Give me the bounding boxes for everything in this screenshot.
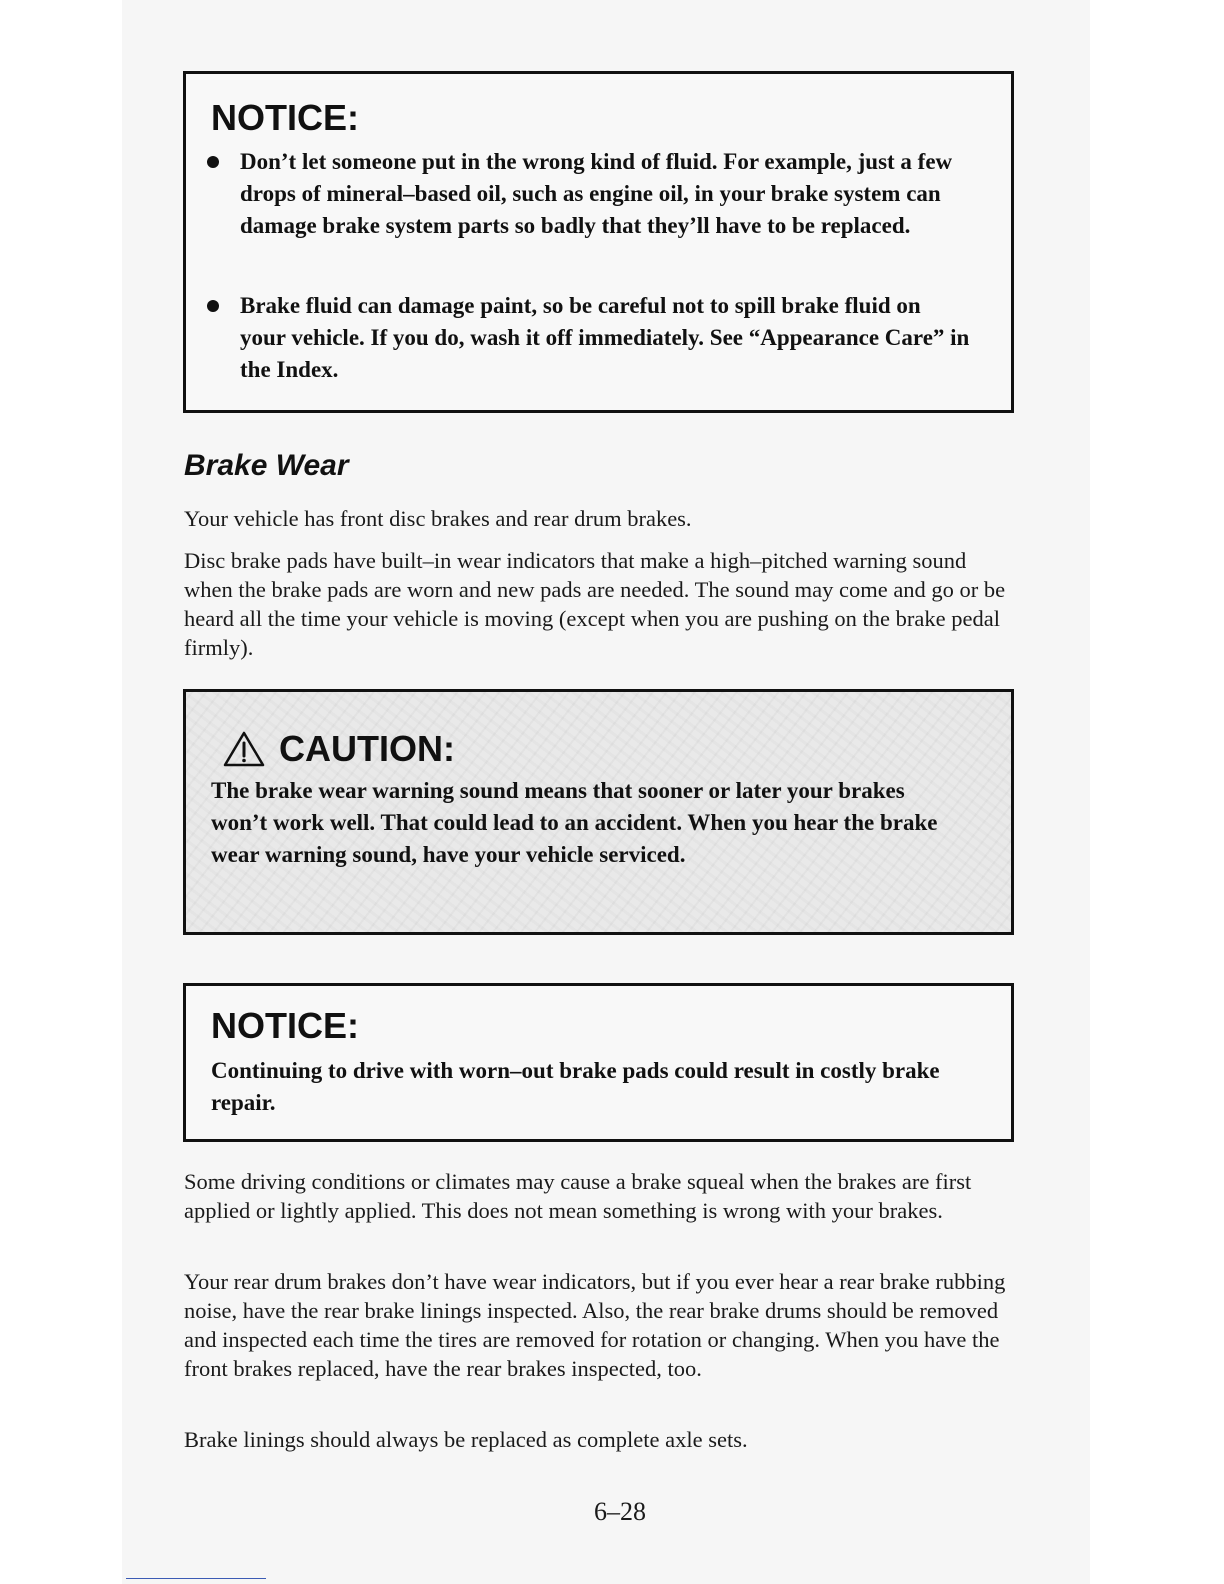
page-number: 6–28 [594, 1497, 646, 1526]
warning-triangle-icon [223, 731, 265, 767]
notice-bullet-paint-damage [240, 290, 970, 386]
page-edge-line [126, 1578, 266, 1579]
caution-heading: CAUTION: [279, 728, 455, 769]
paragraph-linings: Brake linings should always be replaced as complete axle sets. [184, 1427, 748, 1452]
paragraph-rear-drum: Your rear drum brakes don’t have wear indicators, but if you ever hear a rear brake rubbing noise, have the rear brake linings inspected. Also, the rear brake drums should be removed and inspected each time the tires are removed for rotation or changing. When you have the front brakes replaced, have the rear brakes inspected, too. [184, 1269, 1006, 1381]
notice-bullet-text: Brake fluid can damage paint, so be careful not to spill brake fluid on your vehicle. If you do, wash it off immediately. See “Appearance Care” in the Index. [240, 293, 970, 382]
notice-bullet-wrong-fluid [240, 146, 970, 242]
notice-box-worn-pads [183, 983, 1014, 1142]
notice-text: Continuing to drive with worn–out brake pads could result in costly brake repair. [211, 1058, 940, 1115]
notice-heading: NOTICE: [211, 1005, 359, 1046]
caution-box [183, 689, 1014, 935]
notice-heading: NOTICE: [211, 97, 359, 138]
bullet-icon [207, 300, 219, 312]
paragraph-disc-pads: Disc brake pads have built–in wear indicators that make a high–pitched warning sound when the brake pads are worn and new pads are needed. The sound may come and go or be heard all the time your vehicle is moving (except when you are pushing on the brake pedal firmly). [184, 548, 1006, 660]
section-title: Brake Wear [184, 449, 349, 482]
paragraph-intro: Your vehicle has front disc brakes and rear drum brakes. [184, 506, 692, 531]
bullet-icon [207, 156, 219, 168]
caution-text: The brake wear warning sound means that sooner or later your brakes won’t work well. That could lead to an accident. When you hear the brake wear warning sound, have your vehicle serviced. [211, 778, 938, 867]
notice-bullet-text: Don’t let someone put in the wrong kind of fluid. For example, just a few drops of mineral–based oil, such as engine oil, in your brake system can damage brake system parts so badly that they’ll have to be replaced. [240, 149, 953, 238]
paragraph-squeal: Some driving conditions or climates may cause a brake squeal when the brakes are first applied or lightly applied. This does not mean something is wrong with your brakes. [184, 1169, 972, 1223]
notice-box-fluid [183, 71, 1014, 413]
